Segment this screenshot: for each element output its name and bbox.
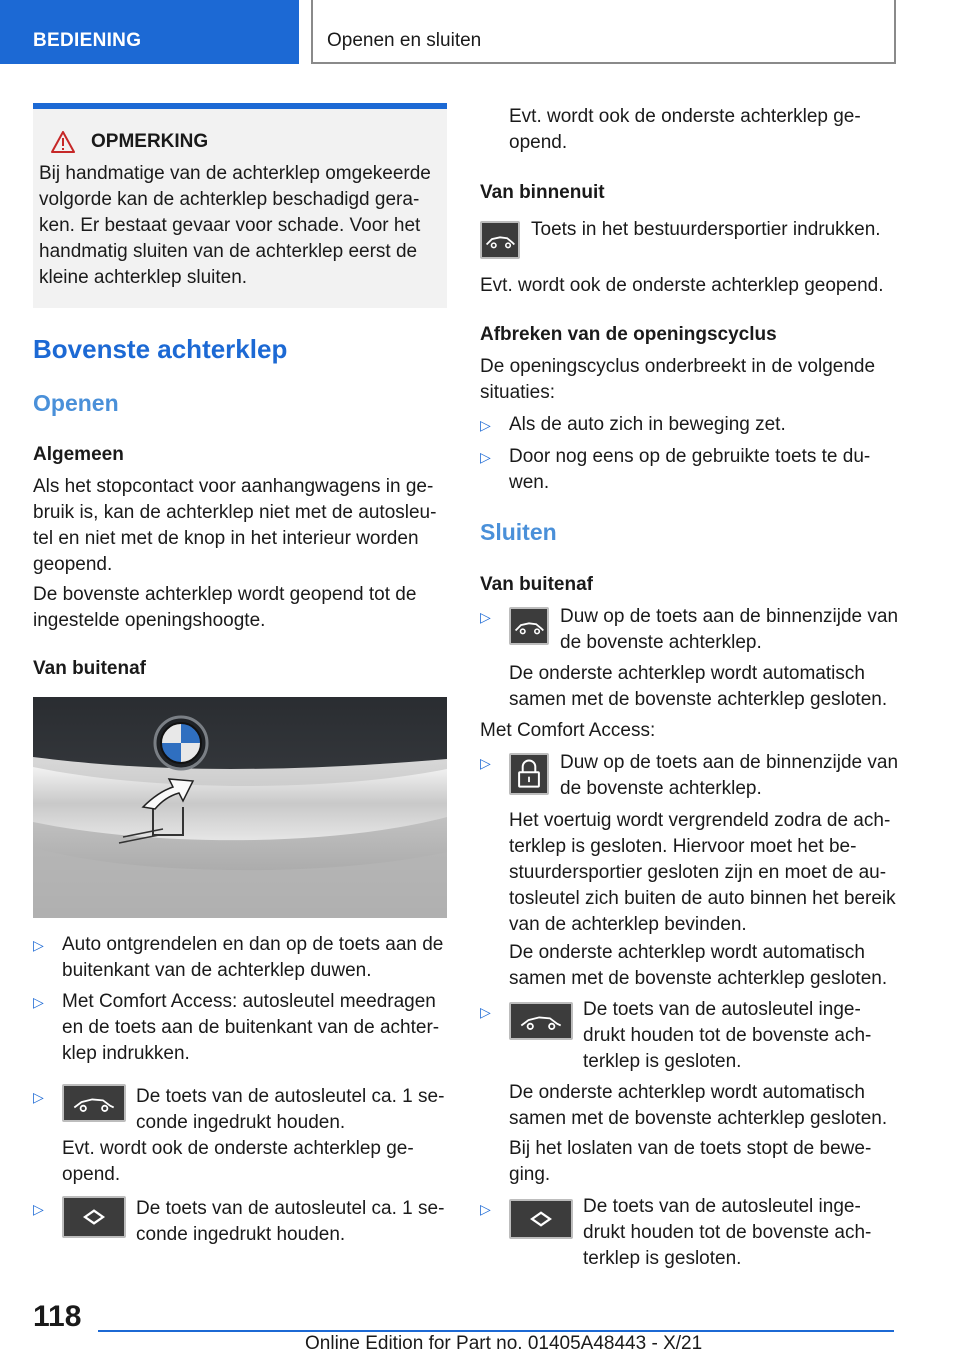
bullet-comfort-access: Met Comfort Access: autosleutel meedragen en de toets aan de buitenkant van de achterklep indrukken. [62,991,440,1064]
bullet-marker: ▷ [480,449,491,465]
paragraph-general-1: Als het stopcontact voor aanhangwagens in gebruik is, kan de achterklep niet met de autosleutel en niet met de knop in het interieur worden geopend. [33,476,437,575]
bullet-press-again: Door nog eens op de gebruikte toets te duwen. [509,446,871,493]
note-box [33,103,447,308]
heading-close: Sluiten [480,519,557,545]
bullet-key-press-2: De toets van de autosleutel ca. 1 seconde ingedrukt houden. [136,1198,445,1245]
inner-tailgate-button-icon [509,607,549,645]
bullet-marker: ▷ [480,609,491,625]
heading-from-outside: Van buitenaf [33,658,146,679]
paragraph-comfort-access: Met Comfort Access: [480,720,656,741]
bullet-key-press-1: De toets van de autosleutel ca. 1 seconde ingedrukt houden. [136,1086,445,1133]
bullet-release-stops: Bij het loslaten van de toets stopt de beweging. [509,1138,872,1185]
paragraph-inside-note: Evt. wordt ook de onderste achterklep geopend. [480,275,884,296]
bullet-marker: ▷ [480,1201,491,1217]
header-chapter-tab [311,0,896,64]
bullet-unlock-and-push: Auto ontgrendelen en dan op de toets aan de buitenkant van de achterklep duwen. [62,934,444,981]
bullet-marker: ▷ [33,1089,44,1105]
header-section-tab [0,0,299,64]
page-number: 118 [33,1300,82,1333]
note-text: Bij handmatige van de achterklep omgekeerde volgorde kan de achterklep beschadigd geraken. Er bestaat gevaar voor schade. Voor het handmatig sluiten van de achterklep eerst de kleine achterklep sluiten. [39,163,431,288]
heading-from-inside: Van binnenuit [480,182,605,203]
bullet-marker: ▷ [480,417,491,433]
bullet-key-press-1-note: Evt. wordt ook de onderste achterklep geopend. [62,1138,414,1185]
footer-edition: Online Edition for Part no. 01405A48443 - X/21 [305,1333,703,1354]
bullet-hold-key-2 [583,1194,883,1272]
bullet-marker: ▷ [480,1004,491,1020]
heading-close-from-outside: Van buitenaf [480,574,593,595]
tailgate-button-illustration [33,697,447,918]
header-chapter-label: Openen en sluiten [327,30,482,51]
key-tailgate-button-icon [62,1084,126,1122]
driver-door-tailgate-button-icon [480,221,520,259]
heading-abort-opening: Afbreken van de openingscyclus [480,324,777,345]
bullet-comfort-press-inner-button: Duw op de toets aan de binnenzijde van de bovenste achterklep. [560,752,899,799]
bullet-comfort-lock-note: Het voertuig wordt vergrendeld zodra de achterklep is gesloten. Hiervoor moet het bestuurdersportier gesloten zijn en moet de autosleutel zich buiten de auto binnen het bereik van de achterklep bevinden. [509,810,896,935]
bullet-close-note-2: De onderste achterklep wordt automatisch samen met de bovenste achterklep gesloten. [509,942,888,989]
bullet-close-note-3: De onderste achterklep wordt automatisch samen met de bovenste achterklep gesloten. [509,1082,888,1129]
bullet-hold-key-1-text: De toets van de autosleutel ingedrukt houden tot de bovenste achterklep is gesloten. [583,999,872,1072]
key-unlock-button-icon [62,1196,126,1238]
bullet-marker: ▷ [33,994,44,1010]
heading-general: Algemeen [33,444,124,465]
bullet-marker: ▷ [33,937,44,953]
paragraph-press-driver-door: Toets in het bestuurdersportier indrukken. [531,219,881,240]
bullet-press-inner-button: Duw op de toets aan de binnenzijde van de bovenste achterklep. [560,606,899,653]
key-unlock-button-icon [509,1199,573,1239]
note-title-text: OPMERKING [91,131,209,152]
header-section-label: BEDIENING [33,30,142,51]
note-title [51,131,439,153]
paragraph-general-2: De bovenste achterklep wordt geopend tot de ingestelde openingshoogte. [33,584,417,631]
bullet-close-note-1: De onderste achterklep wordt automatisch samen met de bovenste achterklep gesloten. [509,663,888,710]
footer-divider [98,1330,894,1332]
warning-icon [51,131,75,153]
bullet-marker: ▷ [33,1201,44,1217]
bullet-hold-key-2-text: De toets van de autosleutel ingedrukt houden tot de bovenste achterklep is gesloten. [583,1196,872,1269]
bullet-hold-key-1 [583,997,883,1075]
lock-icon [509,753,549,795]
heading-upper-tailgate: Bovenste achterklep [33,334,288,364]
key-tailgate-button-icon [509,1002,573,1040]
bullet-vehicle-moves: Als de auto zich in beweging zet. [509,414,786,435]
paragraph-abort: De openingscyclus onderbreekt in de volgende situaties: [480,356,876,403]
paragraph-lower-tailgate-opens: Evt. wordt ook de onderste achterklep geopend. [509,106,861,153]
heading-open: Openen [33,390,119,416]
bullet-marker: ▷ [480,755,491,771]
